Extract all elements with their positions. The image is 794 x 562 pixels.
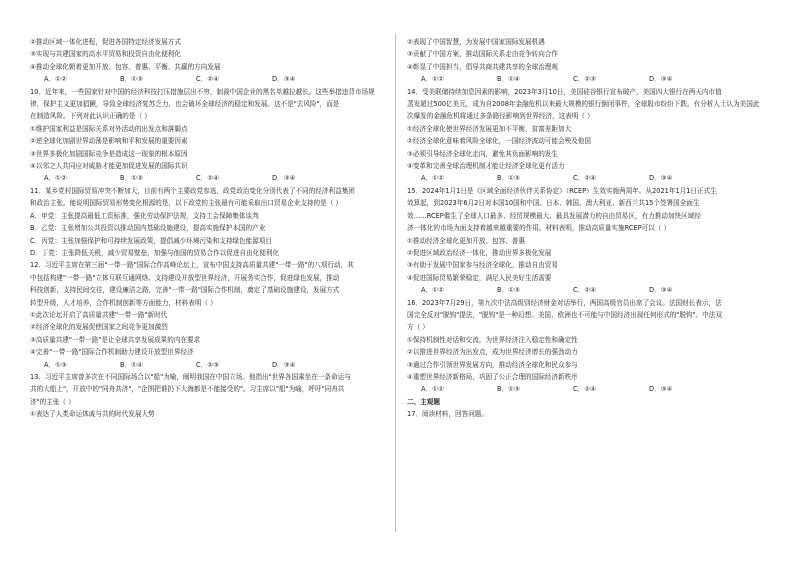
text-line: ④促进国际贸易繁荣稳定，满足人民美好生活需要 — [407, 273, 552, 282]
text-line: ④彰显了中国担当，倡导共商共建共享的全球治理观 — [407, 62, 558, 71]
answer-options-row — [30, 359, 386, 371]
answer-option: D．③④ — [649, 75, 673, 84]
answer-option: A．①② — [421, 385, 444, 394]
text-line: 16．2023年7月29日，第九次中法高级别经济财金对话举行，两国高级官员出席了会议。法国财长表示，法 — [407, 298, 722, 307]
text-line: ②经济全球化意味着风险全球化，一国经济波动可能会殃及他国 — [407, 137, 591, 146]
right-column — [407, 36, 763, 421]
text-line: 13．习近平主席曾多次在不同国际场合以"船"为喻，阐明我国在中国立场。他指出"世界各国乘坐在一条命运与 — [30, 372, 351, 381]
answer-options-row — [407, 73, 763, 85]
text-line: ①推动经济全球化更加开放、包容、普惠 — [407, 236, 526, 245]
answer-option: B．①④ — [120, 360, 143, 369]
answer-option: C．②④ — [573, 385, 597, 394]
answer-option: C．②④ — [196, 75, 220, 84]
text-line: ②逆全球化加剧世界动荡是影响和平和发展的重要因素 — [30, 137, 188, 146]
text-line: ②推动区域一体化进程，促进各国特定经济发展方式 — [30, 38, 181, 46]
answer-option: A．①② — [44, 174, 67, 183]
answer-option: A．①② — [421, 75, 444, 84]
text-line: 中包括构建"一带一路"立体互联互通网络、支持建设开放型世界经济，开展务实合作，促进绿色发展，推动 — [30, 273, 340, 282]
answer-option: D．③④ — [272, 75, 296, 84]
text-line: ④完善"一带一路"国际合作机制助力建设开放型世界经济 — [30, 348, 194, 357]
text-line: ②以推进世界经济为出发点，成为世界经济增长的强劲动力 — [407, 348, 578, 357]
text-line: ③必须引导经济全球化走向，避免其负面影响的发生 — [407, 149, 558, 158]
text-line: ③通过合作引领世界发展方向，推动经济全球化和民众参与 — [407, 360, 578, 369]
text-line: 10．近年来，一些国家针对中国的经济科技打压措施层出不穷，制裁中国企业的黑名单越拉越长。这些举措违背市场规 — [30, 87, 375, 96]
text-line: 效算起，到2023年6月2日对本国10国和中国、日本、韩国、澳大利亚、新西兰共15个签署国全面生 — [407, 199, 700, 208]
text-line: 11．某乡党村国际贸易冲突不断加大，目前有两个主要政党参选，政党政治变化分别代表了不同的经济利益集团 — [30, 186, 355, 195]
text-line: 共的大船上"，开放中的"同舟共济"，"企图把谁扔下大海都是不能接受的"。习主席以"船"为喻，呼吁"同舟共 — [30, 385, 345, 394]
text-line: ③高质量共建"一带一路"是让全球共享发展成果的内在要求 — [30, 335, 201, 344]
text-line: ①经济全球化使世界经济发展更加不平衡，贫富差距加大 — [407, 124, 572, 133]
answer-option: B．①③ — [120, 174, 143, 183]
answer-options-row — [407, 172, 763, 184]
text-line: ①表达了人类命运体戚与共的时代发展大势 — [30, 410, 155, 419]
answer-options-row — [30, 172, 386, 184]
text-line: 蒸发超过500亿美元，成为自2008年金融危机以来最大规模的银行倒闭事件，全球股市纷纷下跌。有分析人士认为美国此 — [407, 100, 760, 109]
text-line: 方（ ） — [407, 323, 429, 332]
answer-options-row — [407, 284, 763, 296]
answer-option: C．②③ — [573, 75, 597, 84]
section-heading: 二、主观题 — [407, 397, 440, 406]
text-line: 17．阅读材料，回答问题。 — [407, 410, 488, 419]
text-line: ③有助于发展中国家参与经济全球化，推动自由贸易 — [407, 261, 558, 270]
answer-option: D．③④ — [649, 385, 673, 394]
text-line: 在制造风险。下列对此认识正确的是（ ） — [30, 112, 151, 121]
answer-option: C．②④ — [573, 286, 597, 295]
answer-option: B．①③ — [497, 174, 520, 183]
text-line: C．丙党：主张加强保护和可持续发展政策，提倡减少环境污染和支持绿色能源项目 — [30, 236, 272, 245]
text-line: 济一体化的市场为面支持着越来越重要的作用。材料表明，推动高质量实施RCEP可以（ ） — [407, 224, 671, 233]
answer-option: A．①③ — [44, 360, 67, 369]
answer-option: D．③④ — [272, 174, 296, 183]
text-line: ③世界多极化加剧国际竞争是造成这一现象的根本原因 — [30, 149, 188, 158]
text-line: ②表现了中国智慧，为发展中国家国际发展机遇 — [407, 38, 545, 46]
answer-option: A．①② — [421, 174, 444, 183]
text-line: 济"的主张（ ） — [30, 397, 75, 406]
answer-options-row — [30, 73, 386, 85]
text-line: ①维护国家利益是国际关系对外活动的出发点和落脚点 — [30, 124, 188, 133]
answer-option: B．①③ — [497, 385, 520, 394]
text-line: ②促进区域政治经济一体化，推动世界多极化发展 — [407, 248, 552, 257]
answer-option: A．①② — [44, 75, 67, 84]
text-line: 科技创新，支持民间交往，建设廉洁之路，完善"一带一路"国际合作机制，奠定了基础设施建设，发展方式 — [30, 286, 340, 295]
text-line: 次爆发的金融危机将通过多条路径影响到世界经济，这表明（ ） — [407, 112, 594, 121]
answer-option: A．①② — [421, 286, 444, 295]
text-line: ④重塑世界经济新格局，巩固了公正合理的国际经济新秩序 — [407, 372, 578, 381]
text-line: ③实现与共建国家的高水平贸易和投资自由化便利化 — [30, 50, 181, 59]
text-line: 效……RCEP催生了全球人口最多、经贸规模最大、最具发展潜力的自由贸易区，有力推动加快区域经 — [407, 211, 701, 220]
answer-option: D．③④ — [649, 174, 673, 183]
text-line: A．甲党：主张提高最低工资标准，强化劳动保护法规，支持工会保障集体谈判 — [30, 211, 259, 220]
text-line: 和政治主张。能说明国际贸易形势变化根源的是，以下政党的主张最有可能采取出口贸易企业支持的是（ ） — [30, 199, 343, 208]
text-line: B．乙党：主张增加公共投资以推动国内基础设施建设，提高实施保护本国的产业 — [30, 224, 266, 233]
answer-option: B．①④ — [497, 75, 520, 84]
answer-option: C．②④ — [196, 174, 220, 183]
left-column — [30, 36, 386, 421]
answer-option: C．②③ — [196, 360, 220, 369]
text-line: ④推动全球化朝着更加开放、包容、普惠、平衡、共赢的方向发展 — [30, 62, 221, 71]
text-line: ①保持机制性对话和交流，为世界经济注入稳定性和确定性 — [407, 335, 578, 344]
answer-option: C．②④ — [573, 174, 597, 183]
text-line: ②经济全球化的发展促使国家之间竞争更加激烈 — [30, 323, 168, 332]
text-line: 转型升级，人才培养，合作机制创新等方面能力，材料表明（ ） — [30, 298, 217, 307]
text-line: 12．习近平主席在第三届"一带一路"国际合作高峰论坛上，宣布中国支持高质量共建"一带一路"的八项行动，其 — [30, 261, 354, 270]
answer-option: D．③④ — [649, 286, 673, 295]
answer-option: D．③④ — [272, 360, 296, 369]
text-line: ④以邻之人共同应对威胁才能更加促进发展的国际共识 — [30, 162, 188, 171]
text-line: 国完全反对"脱钩"提法，"脱钩"是一种幻想。美国、欧洲也不可能与中国经济出现任何形式的"脱钩"。中法双 — [407, 310, 722, 319]
answer-option: B．①③ — [120, 75, 143, 84]
answer-option: B．①③ — [497, 286, 520, 295]
column-divider — [395, 34, 396, 532]
text-line: ③贡献了中国方案，推动国际关系走由竞争转向合作 — [407, 50, 558, 59]
text-line: ④变革和完善全球治理机制才能让经济全球化更有活力 — [407, 162, 565, 171]
text-line: ①此次论坛开启了高质量共建"一带一路"新时代 — [30, 310, 168, 319]
text-line: 14．受美联储持续加息因素的影响，2023年3月10日，美国硅谷银行宣布破产，美国四大银行在两天内市值 — [407, 87, 722, 96]
text-line: 15．2024年1月1日是《区域全面经济伙伴关系协定》（RCEP）生效实施两周年。从2021年1月1日正式生 — [407, 186, 717, 195]
text-line: D．丁党：主张降低关税，减少贸易壁垒，加强与他国的贸易合作以促进自由化便利化 — [30, 248, 280, 257]
answer-options-row — [407, 383, 763, 395]
text-line: 律，保护主义更加猖獗，导致全球经济复苏乏力，也会破坏全球经济的稳定和发展。这不是"去风险"，而是 — [30, 100, 340, 109]
